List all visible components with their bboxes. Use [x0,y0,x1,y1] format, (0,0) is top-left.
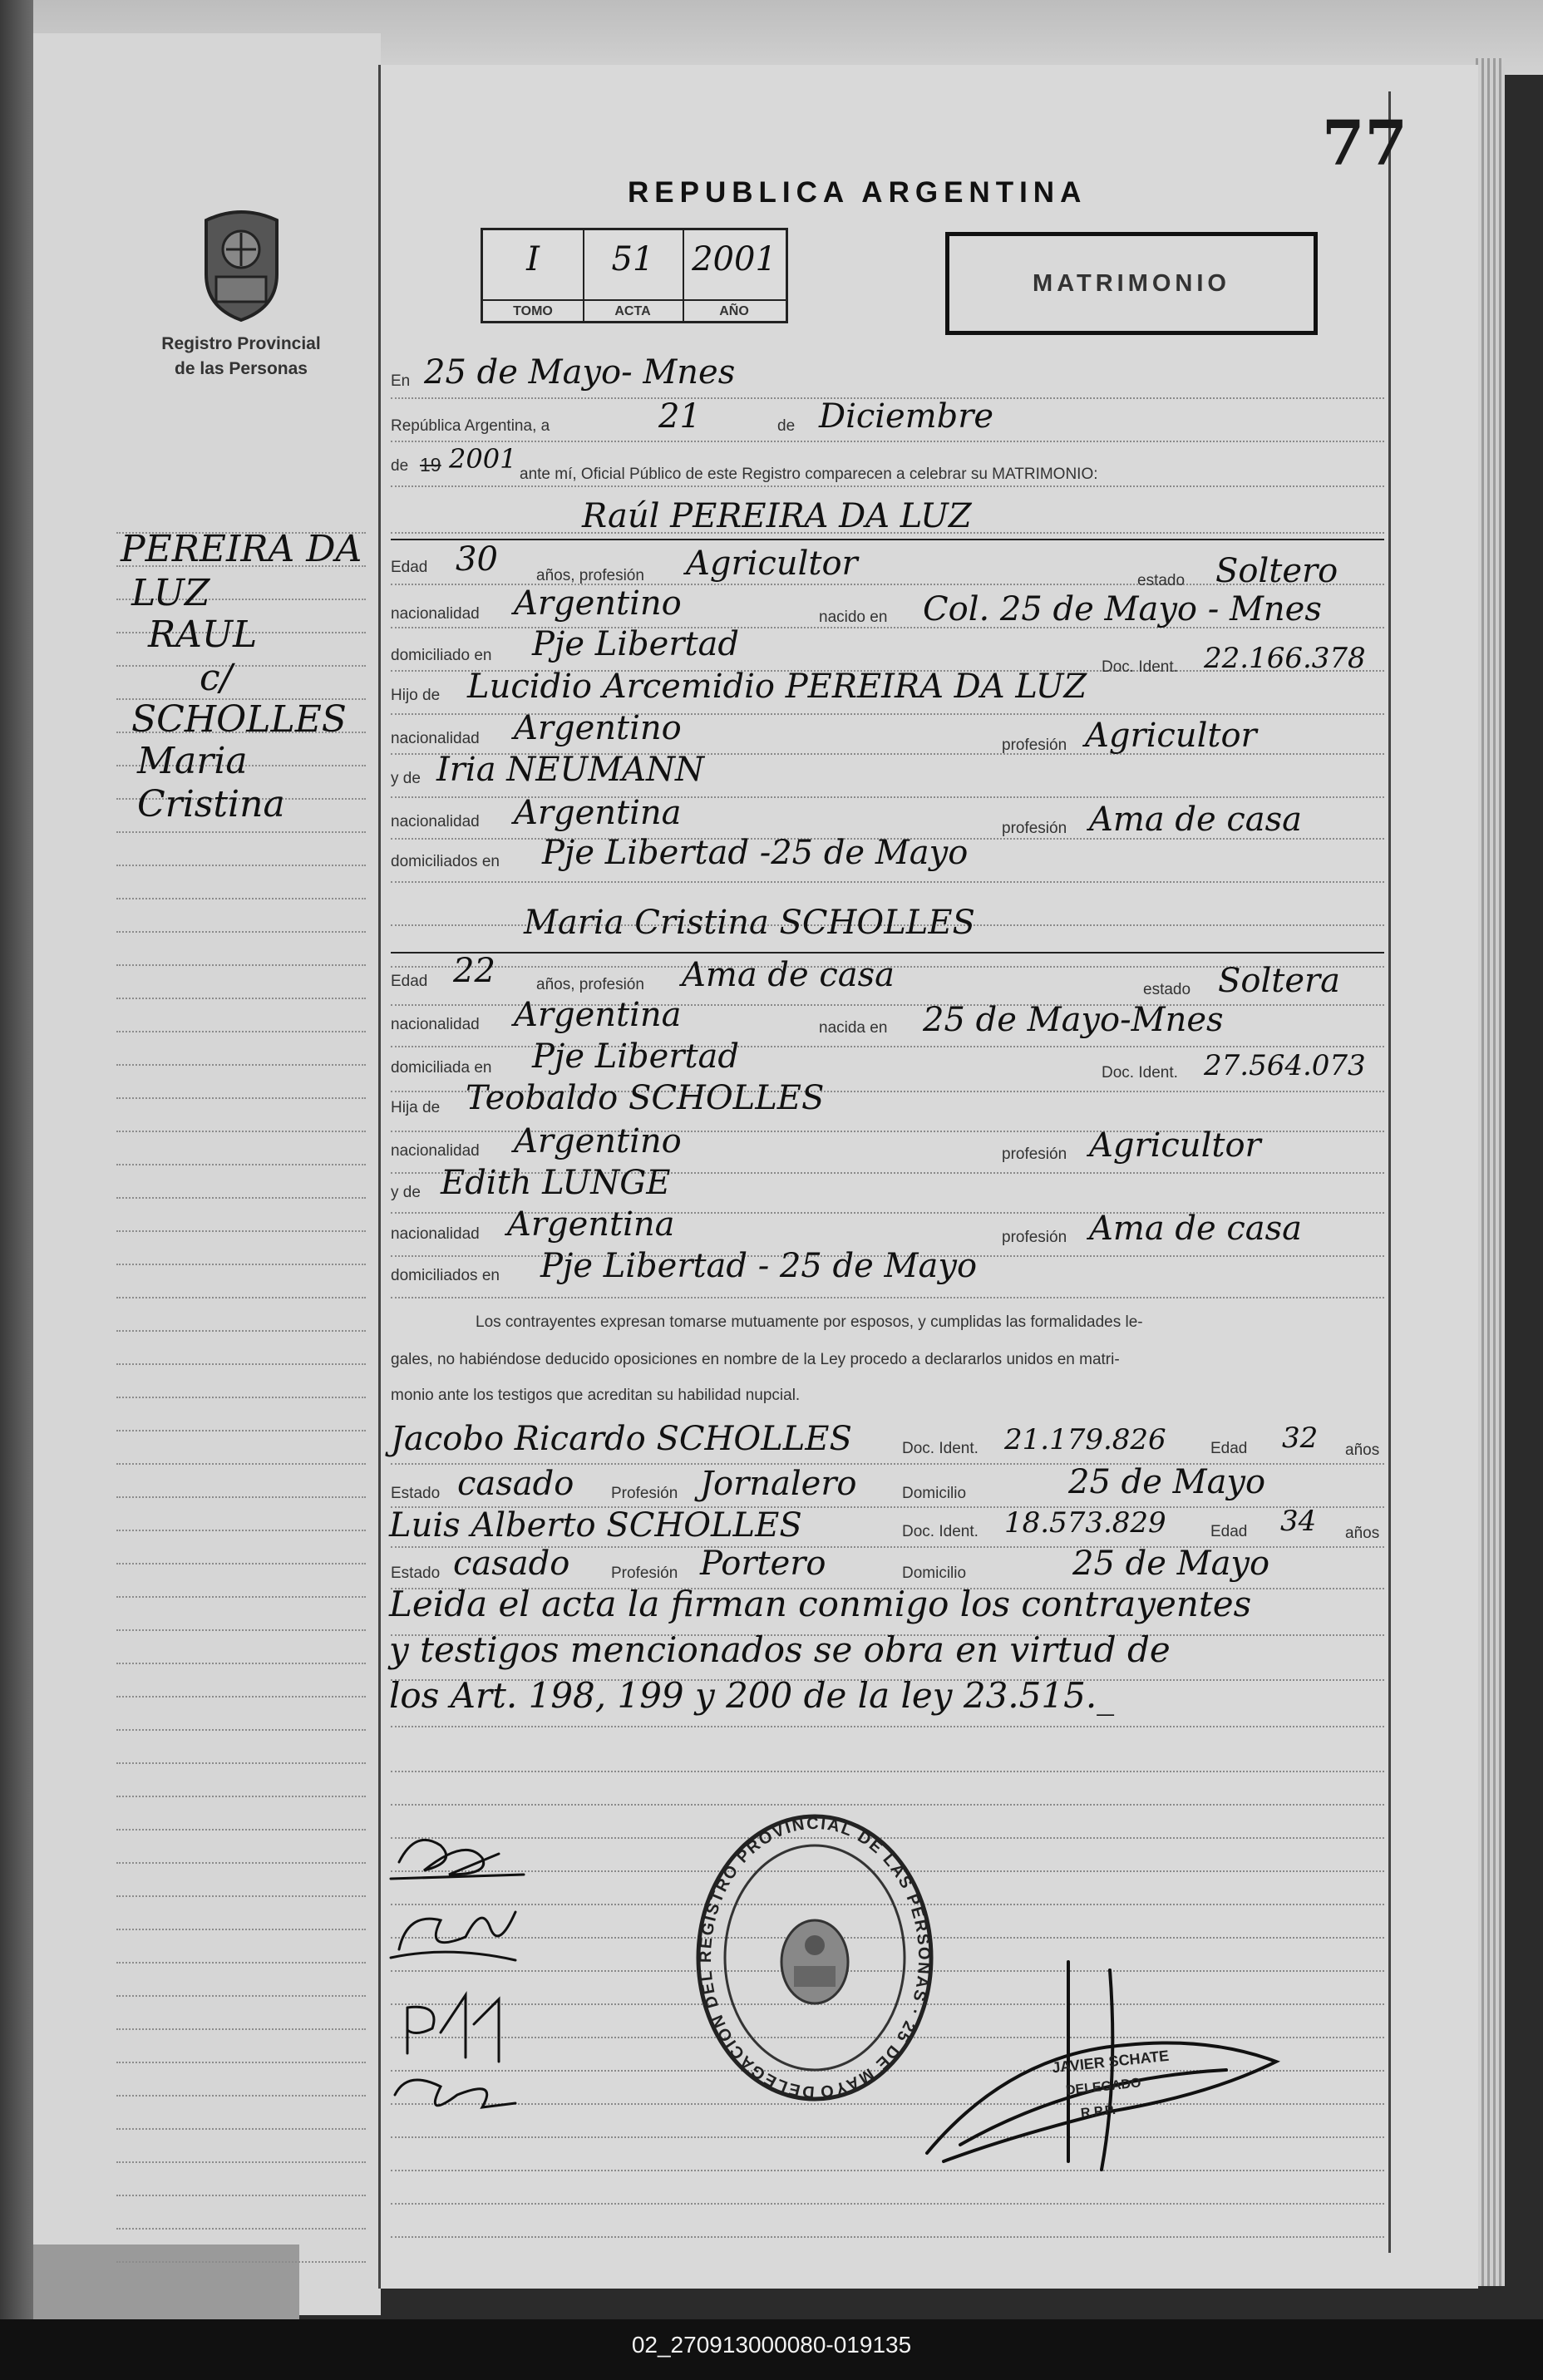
entry-rule-line [391,881,1384,883]
book-spine [0,0,33,2380]
bride-parents-address: Pje Libertad - 25 de Mayo [540,1247,978,1285]
registry-name-line1: Registro Provincial [161,334,321,353]
margin-rule-line [116,1197,366,1199]
margin-note-line: SCHOLLES [131,698,347,741]
declaration-line: Los contrayentes expresan tomarse mutuamente por esposos, y cumplidas las formalidades le- [476,1313,1143,1331]
witness-1-address: 25 de Mayo [1068,1463,1266,1501]
bride-father-nationality-label: nacionalidad [391,1142,480,1160]
bride-parent-label: Hija de [391,1099,441,1116]
groom-mother-profession-label: profesión [1002,820,1067,837]
bride-father-profession-label: profesión [1002,1146,1067,1163]
groom-parent-label: Hijo de [391,687,441,704]
witness-2-address: 25 de Mayo [1072,1545,1270,1583]
witness-1-profession: Jornalero [700,1465,857,1503]
witness-2-profession: Portero [700,1545,826,1583]
margin-rule-line [116,1064,366,1066]
groom-address: Pje Libertad [532,625,739,663]
footer-image-id: 02_270913000080-019135 [631,2332,912,2358]
margin-rule-line [116,1430,366,1431]
section-divider [391,539,1384,540]
margin-rule-line [116,2228,366,2230]
margin-rule-line [116,1895,366,1897]
margin-rule-line [116,2128,366,2130]
bride-nationality-label: nacionalidad [391,1016,480,1033]
groom-mother-nationality-label: nacionalidad [391,813,480,830]
bride-father-nationality: Argentino [514,1122,682,1160]
book-lower-edge [33,2244,299,2319]
margin-rule-line [116,964,366,966]
margin-rule-line [116,831,366,833]
bride-mother-profession-label: profesión [1002,1229,1067,1246]
blank-rule-line [391,2203,1384,2205]
margin-rule-line [116,898,366,899]
acta-value: 51 [611,240,654,278]
bride-mother-profession: Ama de casa [1089,1210,1302,1248]
witness-2-years-label: años [1345,1525,1380,1542]
seal-text: DELEGACION DEL REGISTRO PROVINCIAL DE LAS PERSONAS · 25 DE MAYO [696,1814,934,2102]
margin-rule-line [116,1463,366,1465]
margin-rule-line [116,1230,366,1232]
tomo-cell [483,230,584,321]
record-type-box: MATRIMONIO [945,232,1318,335]
witness-1-years-label: años [1345,1441,1380,1459]
bride-age: 22 [453,952,495,990]
margin-rule-line [116,1829,366,1831]
witness-1-address-label: Domicilio [902,1485,967,1502]
official-stamp-name: JAVIER SCHATE [1051,2047,1170,2077]
groom-status: Soltero [1215,552,1338,590]
groom-parents-address-label: domiciliados en [391,853,500,870]
closing-line: Leida el acta la firman conmigo los contrayentes [389,1584,1252,1624]
groom-profession: Agricultor [686,544,858,583]
margin-rule-line [116,2161,366,2163]
bride-doc: 27.564.073 [1204,1049,1366,1082]
margin-rule-line [116,865,366,866]
groom-mother-label: y de [391,770,421,787]
year-written: 2001 [449,443,517,475]
place-value: 25 de Mayo- Mnes [424,353,736,392]
entry-rule-line [391,1726,1384,1727]
acta-label: ACTA [583,299,683,319]
bride-father: Teobaldo SCHOLLES [466,1079,825,1117]
margin-note-line: LUZ [131,572,210,614]
year-label: AÑO [683,299,786,319]
groom-birthplace: Col. 25 de Mayo - Mnes [923,590,1322,628]
margin-rule-line [116,1563,366,1564]
entry-rule-line [391,441,1384,442]
margin-rule-line [116,1330,366,1332]
margin-rule-line [116,1929,366,1930]
groom-age-label: Edad [391,559,428,576]
bride-profession-label: años, profesión [536,976,644,993]
margin-rule-line [116,1097,366,1099]
groom-father-profession-label: profesión [1002,737,1067,754]
witness-2-status: casado [453,1545,570,1583]
margin-rule-line [116,1363,366,1365]
margin-rule-line [116,2195,366,2196]
margin-rule-line [116,1663,366,1664]
groom-name: Raúl PEREIRA DA LUZ [582,497,972,535]
acta-cell [583,230,684,321]
bride-profession: Ama de casa [682,956,895,994]
margin-rule-line [116,1995,366,1997]
groom-profession-label: años, profesión [536,567,644,584]
groom-parents-address: Pje Libertad -25 de Mayo [542,834,969,872]
groom-father-profession: Agricultor [1085,717,1257,755]
groom-father: Lucidio Arcemidio PEREIRA DA LUZ [467,668,1087,706]
groom-mother-nationality: Argentina [514,794,682,832]
closing-line: los Art. 198, 199 y 200 de la ley 23.515._ [389,1675,1115,1716]
witness-1-age: 32 [1282,1422,1319,1455]
entry-rule-line [391,1297,1384,1298]
margin-rule-line [116,931,366,933]
blank-rule-line [391,2236,1384,2238]
place-label: En [391,372,411,390]
margin-note-line: Maria [137,740,248,782]
margin-rule-line [116,1862,366,1864]
entry-rule-line [391,485,1384,487]
margin-note-line: PEREIRA DA [121,528,362,570]
witness-signatures [374,1812,540,2161]
bride-mother-label: y de [391,1184,421,1201]
witness-2-name: Luis Alberto SCHOLLES [389,1506,802,1545]
groom-nationality-label: nacionalidad [391,605,480,623]
registry-seal-stamp [690,1812,939,2111]
witness-2-status-label: Estado [391,1564,441,1582]
tomo-value: I [526,240,540,278]
margin-rule-line [116,1131,366,1132]
witness-1-profession-label: Profesión [611,1485,678,1502]
margin-rule-line [116,2062,366,2063]
groom-birthplace-label: nacido en [819,609,888,626]
witness-2-age: 34 [1280,1505,1317,1538]
margin-rule-line [116,1696,366,1698]
margin-rule-line [116,665,366,667]
bride-status-label: estado [1143,981,1191,998]
groom-mother: Iria NEUMANN [436,751,705,789]
margin-rule-line [116,1297,366,1298]
margin-note-line: RAUL [148,613,258,656]
bride-age-label: Edad [391,973,428,990]
witness-2-address-label: Domicilio [902,1564,967,1582]
margin-rule-line [116,1264,366,1265]
witness-1-name: Jacobo Ricardo SCHOLLES [391,1420,852,1458]
declaration-line: gales, no habiéndose deducido oposiciones en nombre de la Ley procedo a declararlos unidos en matri- [391,1351,1120,1368]
witness-1-doc: 21.179.826 [1004,1423,1166,1456]
bride-father-profession: Agricultor [1089,1126,1261,1165]
registry-name-line2: de las Personas [175,359,308,378]
margin-rule-line [116,1796,366,1797]
margin-rule-line [116,998,366,999]
month-label: de [777,417,796,435]
country-heading: REPUBLICA ARGENTINA [628,176,1087,209]
official-stamp-office: R.P.P. [1080,2102,1117,2121]
margin-rule-line [116,2261,366,2263]
margin-note-line: Cristina [137,783,285,825]
groom-doc-label: Doc. Ident. [1102,658,1178,676]
groom-status-label: estado [1137,572,1186,589]
margin-rule-line [116,2028,366,2030]
page-frame-line [1388,91,1391,2253]
bride-address-label: domiciliada en [391,1059,492,1077]
witness-1-status-label: Estado [391,1485,441,1502]
margin-rule-line [116,1031,366,1032]
groom-mother-profession: Ama de casa [1089,801,1302,839]
section-divider [391,952,1384,953]
bride-mother-nationality: Argentina [507,1205,675,1244]
bride-birthplace-label: nacida en [819,1019,888,1037]
witness-2-doc: 18.573.829 [1004,1506,1166,1540]
year-label-prefix: de [391,457,409,475]
bride-parents-address-label: domiciliados en [391,1267,500,1284]
margin-rule-line [116,1729,366,1731]
bride-birthplace: 25 de Mayo-Mnes [923,1001,1224,1039]
margin-rule-line [116,1962,366,1964]
bride-name: Maria Cristina SCHOLLES [524,904,975,942]
blank-rule-line [391,1804,1384,1806]
margin-rule-line [116,1530,366,1531]
bride-status: Soltera [1218,962,1340,1000]
margin-rule-line [116,2095,366,2097]
bride-mother-nationality-label: nacionalidad [391,1225,480,1243]
blank-rule-line [391,1771,1384,1772]
groom-father-nationality-label: nacionalidad [391,730,480,747]
groom-doc: 22.166.378 [1204,642,1366,675]
declaration-line: monio ante los testigos que acreditan su habilidad nupcial. [391,1387,801,1404]
witness-1-age-label: Edad [1210,1440,1248,1457]
month-value: Diciembre [819,397,994,436]
bride-mother: Edith LUNGE [441,1164,671,1202]
bride-address: Pje Libertad [532,1037,739,1076]
margin-rule-line [116,1164,366,1165]
margin-rule-line [116,1496,366,1498]
groom-age: 30 [456,540,498,579]
day-value: 21 [658,397,701,436]
witness-2-age-label: Edad [1210,1523,1248,1540]
page-stack-edge [1476,58,1505,2286]
witness-1-doc-label: Doc. Ident. [902,1440,979,1457]
intro-statement: ante mí, Oficial Público de este Registro comparecen a celebrar su MATRIMONIO: [520,466,1098,483]
groom-nationality: Argentino [514,584,682,623]
coat-of-arms-icon [190,204,293,324]
margin-note-line: c/ [200,657,233,699]
groom-father-nationality: Argentino [514,709,682,747]
witness-2-doc-label: Doc. Ident. [902,1523,979,1540]
margin-rule-line [116,1762,366,1764]
year-printed-prefix: 19 [420,454,441,476]
groom-address-label: domiciliado en [391,647,492,664]
record-number-box [481,228,788,323]
bride-doc-label: Doc. Ident. [1102,1064,1178,1082]
margin-rule-line [116,1397,366,1398]
year-cell [683,230,786,321]
witness-1-status: casado [457,1465,574,1503]
witness-2-profession-label: Profesión [611,1564,678,1582]
bride-nationality: Argentina [514,996,682,1034]
year-value: 2001 [692,240,776,278]
country-date-label: República Argentina, a [391,417,550,435]
official-stamp-title: DELEGADO [1065,2076,1142,2098]
page-number: 77 [1322,108,1407,180]
margin-rule-line [116,1629,366,1631]
margin-rule-line [116,1596,366,1598]
closing-line: y testigos mencionados se obra en virtud de [389,1629,1171,1670]
tomo-label: TOMO [483,299,583,319]
